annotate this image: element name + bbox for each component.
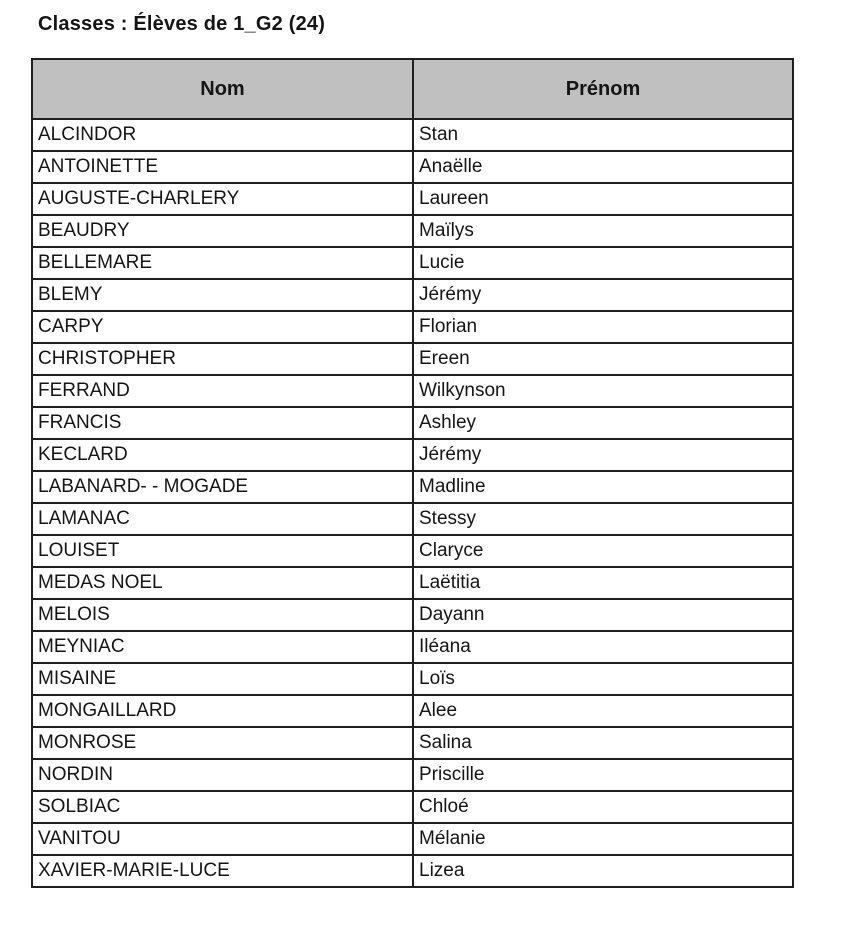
table-body bbox=[32, 119, 793, 887]
table-row bbox=[32, 279, 793, 311]
students-table bbox=[31, 58, 794, 888]
page-title: Classes : Élèves de 1_G2 (24) bbox=[38, 13, 326, 35]
cell-nom: VANITOU bbox=[32, 823, 413, 855]
cell-prenom: Loïs bbox=[413, 663, 793, 695]
table-row bbox=[32, 215, 793, 247]
cell-prenom: Dayann bbox=[413, 599, 793, 631]
cell-nom: LABANARD- - MOGADE bbox=[32, 471, 413, 503]
column-header-prenom: Prénom bbox=[413, 59, 793, 119]
cell-nom: FRANCIS bbox=[32, 407, 413, 439]
cell-prenom: Anaëlle bbox=[413, 151, 793, 183]
table-row bbox=[32, 311, 793, 343]
cell-nom: MONGAILLARD bbox=[32, 695, 413, 727]
cell-nom: BEAUDRY bbox=[32, 215, 413, 247]
cell-prenom: Madline bbox=[413, 471, 793, 503]
cell-prenom: Wilkynson bbox=[413, 375, 793, 407]
table-row bbox=[32, 663, 793, 695]
cell-prenom: Lucie bbox=[413, 247, 793, 279]
cell-nom: KECLARD bbox=[32, 439, 413, 471]
table-row bbox=[32, 567, 793, 599]
cell-nom: ALCINDOR bbox=[32, 119, 413, 151]
table-row bbox=[32, 183, 793, 215]
table-row bbox=[32, 599, 793, 631]
cell-prenom: Stessy bbox=[413, 503, 793, 535]
cell-prenom: Mélanie bbox=[413, 823, 793, 855]
cell-prenom: Iléana bbox=[413, 631, 793, 663]
cell-nom: NORDIN bbox=[32, 759, 413, 791]
cell-nom: LAMANAC bbox=[32, 503, 413, 535]
cell-prenom: Priscille bbox=[413, 759, 793, 791]
table-row bbox=[32, 471, 793, 503]
table-row bbox=[32, 439, 793, 471]
table-header-row bbox=[32, 59, 793, 119]
cell-prenom: Florian bbox=[413, 311, 793, 343]
cell-nom: CHRISTOPHER bbox=[32, 343, 413, 375]
cell-nom: MISAINE bbox=[32, 663, 413, 695]
table-row bbox=[32, 247, 793, 279]
cell-nom: FERRAND bbox=[32, 375, 413, 407]
cell-prenom: Ereen bbox=[413, 343, 793, 375]
table-row bbox=[32, 695, 793, 727]
table-row bbox=[32, 375, 793, 407]
cell-prenom: Ashley bbox=[413, 407, 793, 439]
cell-prenom: Jérémy bbox=[413, 279, 793, 311]
table-row bbox=[32, 823, 793, 855]
cell-nom: SOLBIAC bbox=[32, 791, 413, 823]
table-row bbox=[32, 631, 793, 663]
table-row bbox=[32, 151, 793, 183]
cell-nom: MONROSE bbox=[32, 727, 413, 759]
table-row bbox=[32, 759, 793, 791]
cell-nom: MEDAS NOEL bbox=[32, 567, 413, 599]
table-row bbox=[32, 119, 793, 151]
cell-prenom: Stan bbox=[413, 119, 793, 151]
cell-prenom: Laëtitia bbox=[413, 567, 793, 599]
cell-nom: CARPY bbox=[32, 311, 413, 343]
table-row bbox=[32, 727, 793, 759]
cell-nom: BLEMY bbox=[32, 279, 413, 311]
cell-nom: MELOIS bbox=[32, 599, 413, 631]
cell-nom: LOUISET bbox=[32, 535, 413, 567]
table-row bbox=[32, 791, 793, 823]
cell-prenom: Laureen bbox=[413, 183, 793, 215]
cell-prenom: Jérémy bbox=[413, 439, 793, 471]
table-row bbox=[32, 535, 793, 567]
cell-prenom: Maïlys bbox=[413, 215, 793, 247]
cell-nom: XAVIER-MARIE-LUCE bbox=[32, 855, 413, 887]
table-row bbox=[32, 503, 793, 535]
cell-prenom: Alee bbox=[413, 695, 793, 727]
cell-nom: ANTOINETTE bbox=[32, 151, 413, 183]
table-row bbox=[32, 855, 793, 887]
cell-nom: BELLEMARE bbox=[32, 247, 413, 279]
cell-nom: AUGUSTE-CHARLERY bbox=[32, 183, 413, 215]
table-row bbox=[32, 407, 793, 439]
cell-nom: MEYNIAC bbox=[32, 631, 413, 663]
cell-prenom: Salina bbox=[413, 727, 793, 759]
cell-prenom: Claryce bbox=[413, 535, 793, 567]
cell-prenom: Lizea bbox=[413, 855, 793, 887]
table-row bbox=[32, 343, 793, 375]
cell-prenom: Chloé bbox=[413, 791, 793, 823]
column-header-nom: Nom bbox=[32, 59, 413, 119]
